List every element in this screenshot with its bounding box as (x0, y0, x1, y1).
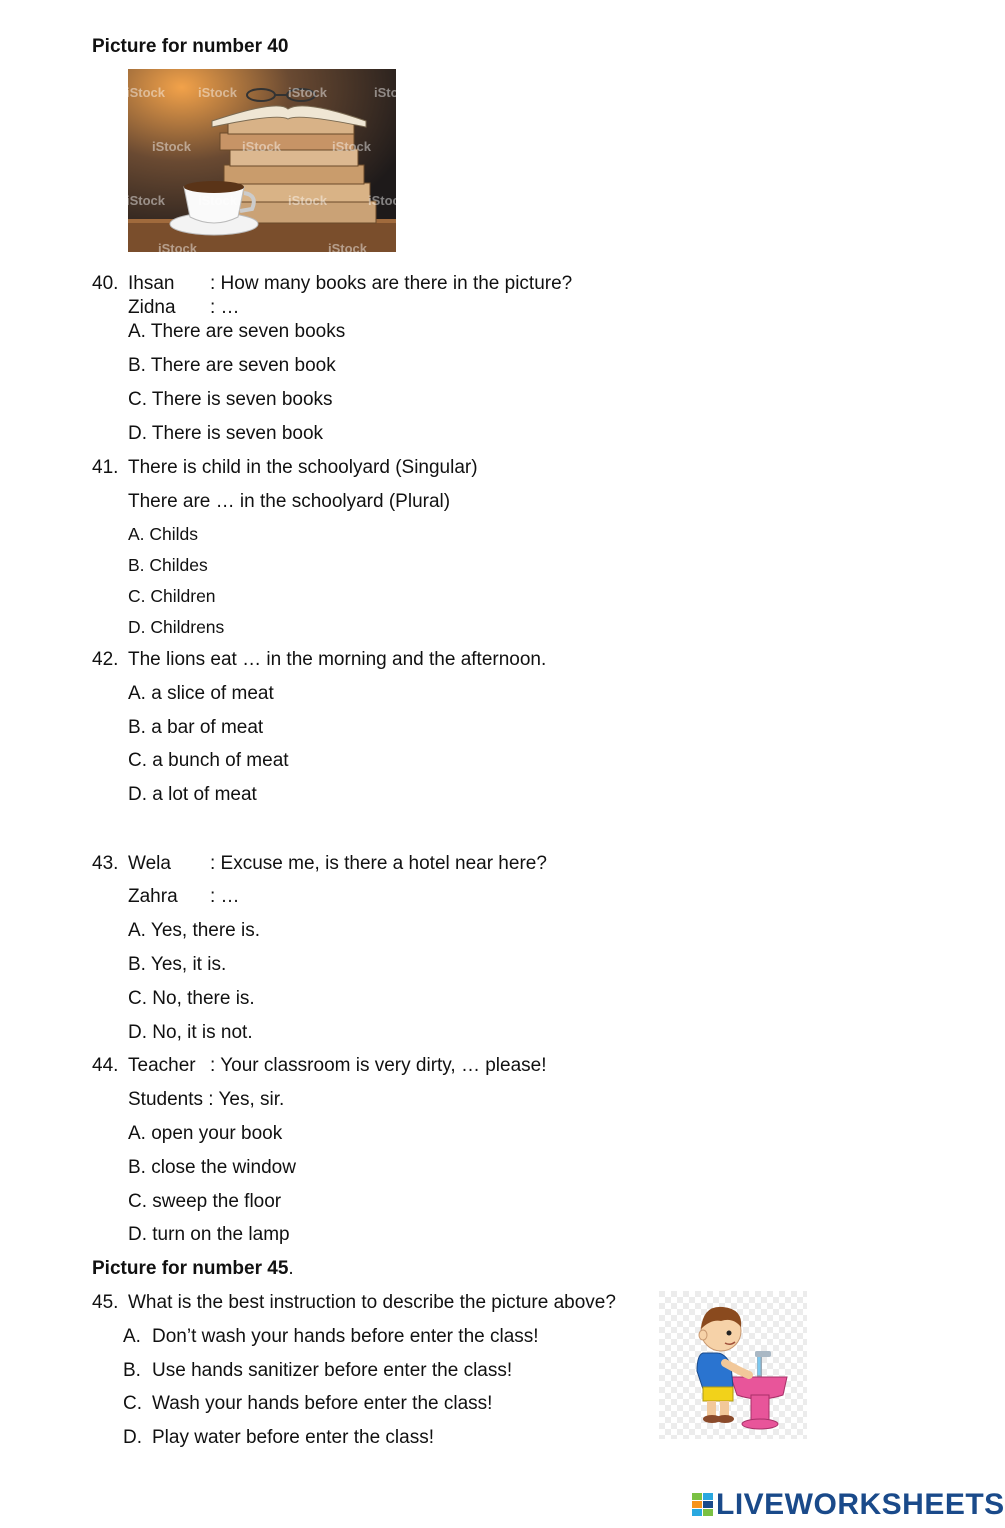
option-c[interactable]: C. There is seven books (128, 389, 333, 410)
question-number: 40. (92, 273, 119, 294)
watermark-text: iStock (242, 139, 282, 154)
speaker-zidna: Zidna (128, 297, 176, 318)
watermark-text: iStock (374, 85, 414, 100)
watermark-text: iStock (126, 85, 166, 100)
watermark-text: iStock (198, 193, 238, 208)
question-41-subtext: There are … in the schoolyard (Plural) (128, 491, 451, 512)
question-number: 42. (92, 649, 119, 670)
question-40-text: : How many books are there in the picture? (210, 273, 573, 294)
option-letter: B. (123, 1360, 141, 1381)
boy-washing-hands-image (659, 1291, 807, 1439)
option-c[interactable]: C. Children (128, 586, 216, 606)
question-43-text: : Excuse me, is there a hotel near here? (210, 853, 547, 874)
speaker-wela: Wela (128, 853, 171, 874)
picture-45-label: Picture for number 45 (92, 1258, 289, 1279)
question-42-text: The lions eat … in the morning and the afternoon. (128, 649, 547, 670)
speaker-ihsan: Ihsan (128, 273, 175, 294)
option-c[interactable]: Wash your hands before enter the class! (152, 1393, 493, 1414)
label-period: . (288, 1258, 294, 1279)
option-a[interactable]: A. Childs (128, 524, 199, 544)
question-41-text: There is child in the schoolyard (Singular) (128, 457, 478, 478)
option-letter: C. (123, 1393, 142, 1414)
watermark-text: iStock (198, 85, 238, 100)
boy-washing-hands-illustration (659, 1291, 807, 1439)
watermark-text: iStock (152, 139, 192, 154)
option-a[interactable]: A. a slice of meat (128, 683, 274, 704)
question-number: 44. (92, 1055, 119, 1076)
speaker-zahra: Zahra (128, 886, 178, 907)
option-b[interactable]: B. Childes (128, 555, 208, 575)
option-a[interactable]: Don’t wash your hands before enter the class! (152, 1326, 539, 1347)
option-c[interactable]: C. sweep the floor (128, 1191, 282, 1212)
answer-blank: : … (210, 297, 240, 318)
watermark-text: iStock (288, 193, 328, 208)
question-45-text: What is the best instruction to describe the picture above? (128, 1292, 616, 1313)
watermark-text: iStock (126, 193, 166, 208)
option-a[interactable]: A. open your book (128, 1123, 283, 1144)
option-b[interactable]: B. Yes, it is. (128, 954, 227, 975)
option-c[interactable]: C. No, there is. (128, 988, 255, 1009)
option-d[interactable]: D. turn on the lamp (128, 1224, 290, 1245)
option-b[interactable]: B. close the window (128, 1157, 296, 1178)
option-d[interactable]: D. No, it is not. (128, 1022, 253, 1043)
option-b[interactable]: B. There are seven book (128, 355, 336, 376)
question-44-text: : Your classroom is very dirty, … please! (210, 1055, 547, 1076)
option-b[interactable]: Use hands sanitizer before enter the class! (152, 1360, 513, 1381)
speaker-teacher: Teacher (128, 1055, 196, 1076)
question-number: 45. (92, 1292, 119, 1313)
picture-45-label-row (92, 1258, 294, 1280)
watermark-text: iStock (368, 193, 408, 208)
option-a[interactable]: A. There are seven books (128, 321, 346, 342)
option-letter: D. (123, 1427, 142, 1448)
watermark-text: iStock (332, 139, 372, 154)
question-number: 41. (92, 457, 119, 478)
option-d[interactable]: Play water before enter the class! (152, 1427, 434, 1448)
books-teacup-illustration (126, 69, 414, 256)
students-reply: Students : Yes, sir. (128, 1089, 285, 1110)
option-d[interactable]: D. Childrens (128, 617, 225, 637)
liveworksheets-logo-text: LIVEWORKSHEETS (716, 1488, 1005, 1521)
picture-40-label: Picture for number 40 (92, 36, 289, 57)
question-number: 43. (92, 853, 119, 874)
option-c[interactable]: C. a bunch of meat (128, 750, 289, 771)
liveworksheets-logo[interactable] (692, 1488, 1005, 1522)
watermark-text: iStock (328, 241, 368, 256)
watermark-text: iStock (158, 241, 198, 256)
liveworksheets-logo-icon (692, 1493, 714, 1517)
option-letter: A. (123, 1326, 141, 1347)
watermark-text: iStock (288, 85, 328, 100)
option-d[interactable]: D. a lot of meat (128, 784, 257, 805)
books-teacup-image (126, 69, 414, 256)
option-b[interactable]: B. a bar of meat (128, 717, 264, 738)
option-d[interactable]: D. There is seven book (128, 423, 324, 444)
option-a[interactable]: A. Yes, there is. (128, 920, 261, 941)
answer-blank: : … (210, 886, 240, 907)
